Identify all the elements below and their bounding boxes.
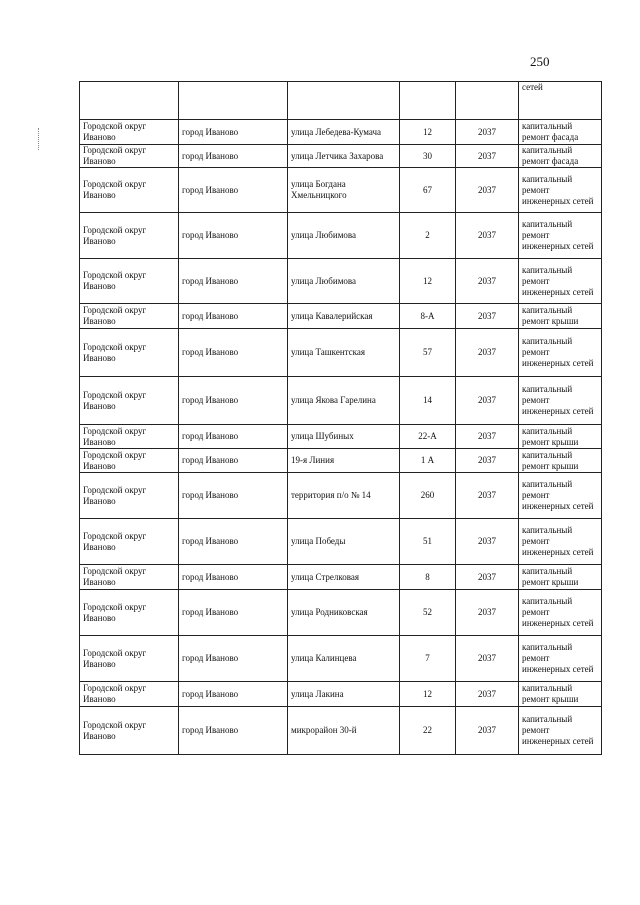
municipality-cell: Городской округ Иваново bbox=[80, 145, 179, 168]
work-type-cell: капитальный ремонт фасада bbox=[519, 145, 602, 168]
year-cell: 2037 bbox=[456, 377, 519, 425]
city-cell: город Иваново bbox=[179, 707, 288, 755]
work-type-cell: капитальный ремонт инженерных сетей bbox=[519, 519, 602, 565]
year-cell: 2037 bbox=[456, 120, 519, 145]
city-cell: город Иваново bbox=[179, 636, 288, 682]
year-cell: 2037 bbox=[456, 425, 519, 449]
work-type-cell: капитальный ремонт крыши bbox=[519, 304, 602, 329]
work-type-cell: сетей bbox=[519, 82, 602, 120]
city-cell: город Иваново bbox=[179, 259, 288, 304]
municipality-cell: Городской округ Иваново bbox=[80, 168, 179, 213]
city-cell: город Иваново bbox=[179, 145, 288, 168]
street-cell: улица Лебедева-Кумача bbox=[288, 120, 400, 145]
table-row bbox=[80, 707, 602, 755]
city-cell: город Иваново bbox=[179, 590, 288, 636]
table-row bbox=[80, 565, 602, 590]
house-number-cell: 12 bbox=[400, 259, 456, 304]
municipality-cell: Городской округ Иваново bbox=[80, 213, 179, 259]
house-number-cell: 2 bbox=[400, 213, 456, 259]
house-number-cell: 8-А bbox=[400, 304, 456, 329]
house-number-cell: 7 bbox=[400, 636, 456, 682]
house-number-cell: 22 bbox=[400, 707, 456, 755]
house-number-cell: 67 bbox=[400, 168, 456, 213]
table-row bbox=[80, 82, 602, 120]
municipality-cell: Городской округ Иваново bbox=[80, 120, 179, 145]
year-cell: 2037 bbox=[456, 213, 519, 259]
municipality-cell: Городской округ Иваново bbox=[80, 377, 179, 425]
work-type-cell: капитальный ремонт инженерных сетей bbox=[519, 636, 602, 682]
municipality-cell: Городской округ Иваново bbox=[80, 519, 179, 565]
street-cell: улица Шубиных bbox=[288, 425, 400, 449]
table-row bbox=[80, 145, 602, 168]
street-cell: микрорайон 30-й bbox=[288, 707, 400, 755]
year-cell: 2037 bbox=[456, 259, 519, 304]
year-cell bbox=[456, 82, 519, 120]
street-cell: 19-я Линия bbox=[288, 449, 400, 473]
street-cell: территория п/о № 14 bbox=[288, 473, 400, 519]
city-cell: город Иваново bbox=[179, 449, 288, 473]
city-cell: город Иваново bbox=[179, 304, 288, 329]
table-row bbox=[80, 304, 602, 329]
city-cell bbox=[179, 82, 288, 120]
city-cell: город Иваново bbox=[179, 565, 288, 590]
year-cell: 2037 bbox=[456, 682, 519, 707]
table-body bbox=[80, 82, 602, 755]
work-type-cell: капитальный ремонт фасада bbox=[519, 120, 602, 145]
street-cell: улица Победы bbox=[288, 519, 400, 565]
table-row bbox=[80, 168, 602, 213]
city-cell: город Иваново bbox=[179, 377, 288, 425]
house-number-cell: 12 bbox=[400, 120, 456, 145]
work-type-cell: капитальный ремонт инженерных сетей bbox=[519, 213, 602, 259]
year-cell: 2037 bbox=[456, 636, 519, 682]
table-row bbox=[80, 473, 602, 519]
house-number-cell: 12 bbox=[400, 682, 456, 707]
city-cell: город Иваново bbox=[179, 120, 288, 145]
work-type-cell: капитальный ремонт инженерных сетей bbox=[519, 707, 602, 755]
work-type-cell: капитальный ремонт инженерных сетей bbox=[519, 473, 602, 519]
municipality-cell: Городской округ Иваново bbox=[80, 473, 179, 519]
year-cell: 2037 bbox=[456, 590, 519, 636]
year-cell: 2037 bbox=[456, 519, 519, 565]
work-type-cell: капитальный ремонт крыши bbox=[519, 565, 602, 590]
table-row bbox=[80, 213, 602, 259]
house-number-cell bbox=[400, 82, 456, 120]
work-type-cell: капитальный ремонт инженерных сетей bbox=[519, 590, 602, 636]
table-row bbox=[80, 519, 602, 565]
street-cell: улица Богдана Хмельницкого bbox=[288, 168, 400, 213]
street-cell: улица Любимова bbox=[288, 213, 400, 259]
year-cell: 2037 bbox=[456, 565, 519, 590]
house-number-cell: 30 bbox=[400, 145, 456, 168]
city-cell: город Иваново bbox=[179, 473, 288, 519]
municipality-cell: Городской округ Иваново bbox=[80, 707, 179, 755]
street-cell: улица Лакина bbox=[288, 682, 400, 707]
street-cell: улица Калинцева bbox=[288, 636, 400, 682]
city-cell: город Иваново bbox=[179, 213, 288, 259]
municipality-cell: Городской округ Иваново bbox=[80, 590, 179, 636]
municipality-cell: Городской округ Иваново bbox=[80, 329, 179, 377]
street-cell bbox=[288, 82, 400, 120]
street-cell: улица Якова Гарелина bbox=[288, 377, 400, 425]
work-type-cell: капитальный ремонт крыши bbox=[519, 449, 602, 473]
year-cell: 2037 bbox=[456, 145, 519, 168]
municipality-cell: Городской округ Иваново bbox=[80, 449, 179, 473]
municipality-cell: Городской округ Иваново bbox=[80, 682, 179, 707]
table-row bbox=[80, 682, 602, 707]
city-cell: город Иваново bbox=[179, 425, 288, 449]
street-cell: улица Любимова bbox=[288, 259, 400, 304]
house-number-cell: 260 bbox=[400, 473, 456, 519]
street-cell: улица Стрелковая bbox=[288, 565, 400, 590]
street-cell: улица Кавалерийская bbox=[288, 304, 400, 329]
street-cell: улица Ташкентская bbox=[288, 329, 400, 377]
house-number-cell: 8 bbox=[400, 565, 456, 590]
work-type-cell: капитальный ремонт инженерных сетей bbox=[519, 259, 602, 304]
table-row bbox=[80, 259, 602, 304]
table-row bbox=[80, 590, 602, 636]
street-cell: улица Родниковская bbox=[288, 590, 400, 636]
house-number-cell: 57 bbox=[400, 329, 456, 377]
table-row bbox=[80, 449, 602, 473]
table-row bbox=[80, 636, 602, 682]
page-number: 250 bbox=[530, 54, 550, 69]
municipality-cell: Городской округ Иваново bbox=[80, 425, 179, 449]
year-cell: 2037 bbox=[456, 329, 519, 377]
table-row bbox=[80, 377, 602, 425]
work-type-cell: капитальный ремонт инженерных сетей bbox=[519, 377, 602, 425]
municipality-cell: Городской округ Иваново bbox=[80, 259, 179, 304]
house-number-cell: 51 bbox=[400, 519, 456, 565]
work-type-cell: капитальный ремонт инженерных сетей bbox=[519, 329, 602, 377]
city-cell: город Иваново bbox=[179, 168, 288, 213]
house-number-cell: 1 А bbox=[400, 449, 456, 473]
table-row bbox=[80, 329, 602, 377]
table-row bbox=[80, 120, 602, 145]
house-number-cell: 14 bbox=[400, 377, 456, 425]
house-number-cell: 22-А bbox=[400, 425, 456, 449]
city-cell: город Иваново bbox=[179, 682, 288, 707]
city-cell: город Иваново bbox=[179, 519, 288, 565]
year-cell: 2037 bbox=[456, 707, 519, 755]
year-cell: 2037 bbox=[456, 304, 519, 329]
city-cell: город Иваново bbox=[179, 329, 288, 377]
year-cell: 2037 bbox=[456, 449, 519, 473]
year-cell: 2037 bbox=[456, 168, 519, 213]
work-type-cell: капитальный ремонт крыши bbox=[519, 682, 602, 707]
house-number-cell: 52 bbox=[400, 590, 456, 636]
municipality-cell: Городской округ Иваново bbox=[80, 565, 179, 590]
municipality-cell bbox=[80, 82, 179, 120]
work-type-cell: капитальный ремонт инженерных сетей bbox=[519, 168, 602, 213]
repair-schedule-table bbox=[79, 81, 602, 755]
work-type-cell: капитальный ремонт крыши bbox=[519, 425, 602, 449]
margin-mark bbox=[38, 128, 41, 150]
municipality-cell: Городской округ Иваново bbox=[80, 304, 179, 329]
table-row bbox=[80, 425, 602, 449]
street-cell: улица Летчика Захарова bbox=[288, 145, 400, 168]
municipality-cell: Городской округ Иваново bbox=[80, 636, 179, 682]
year-cell: 2037 bbox=[456, 473, 519, 519]
